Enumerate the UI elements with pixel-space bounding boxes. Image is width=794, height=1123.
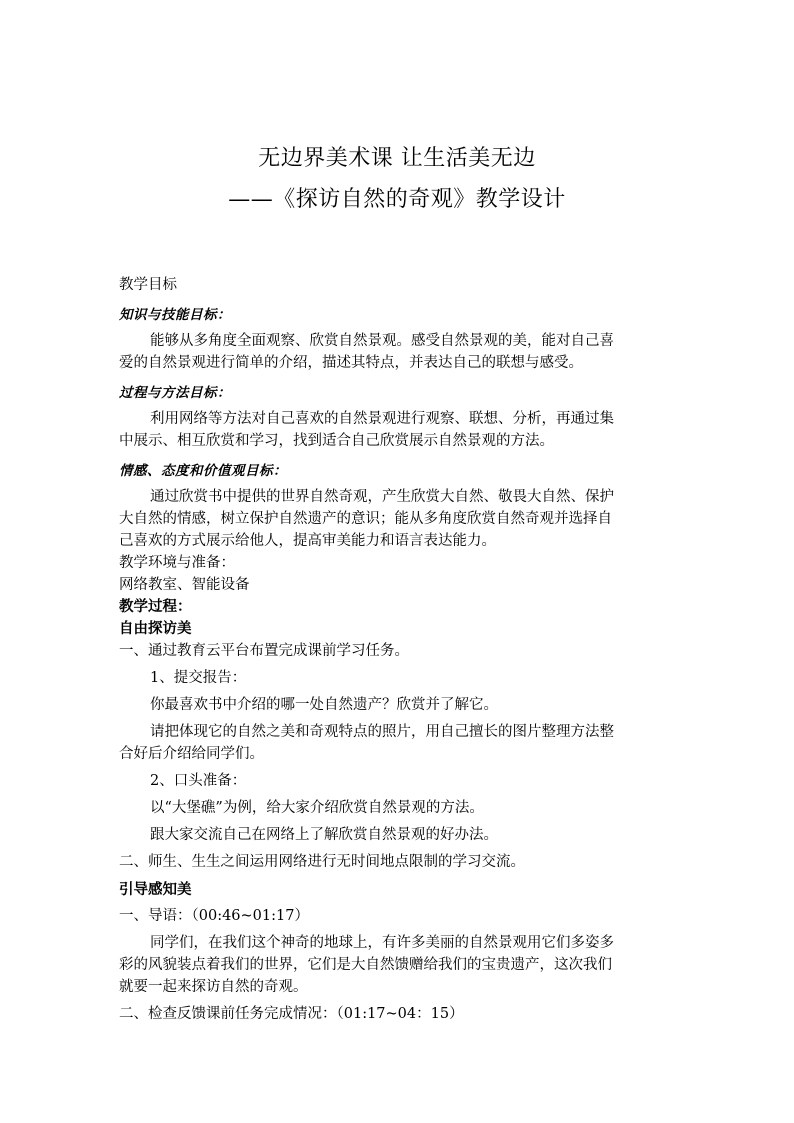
paragraph-line: 己喜欢的方式展示给他人，提高审美能力和语言表达能力。 — [119, 533, 496, 549]
document-title: 无边界美术课 让生活美无边 — [258, 146, 536, 171]
paragraph-line: 大自然的情感，树立保护自然遗产的意识；能从多角度欣赏自然奇观并选择自 — [119, 511, 612, 527]
section-title-free-explore: 自由探访美 — [119, 620, 192, 637]
sub-item-paragraph — [119, 721, 679, 765]
paragraph-line: 爱的自然景观进行简单的介绍，描述其特点，并表达自己的联想与感受。 — [119, 355, 583, 371]
document-subtitle: ——《探访自然的奇观》教学设计 — [228, 187, 566, 212]
knowledge-skill-heading: 知识与技能目标： — [119, 307, 231, 323]
list-item: 一、通过教育云平台布置完成课前学习任务。 — [119, 643, 409, 659]
process-method-paragraph — [119, 408, 679, 452]
sub-item-title: 1、提交报告： — [150, 670, 247, 686]
paragraph-line: 彩的风貌装点着我们的世界，它们是大自然馈赠给我们的宝贵遗产，这次我们 — [119, 957, 612, 973]
list-item: 一、导语：（00:46~01:17） — [119, 908, 309, 924]
process-method-heading: 过程与方法目标： — [119, 385, 231, 401]
paragraph-line: 利用网络等方法对自己喜欢的自然景观进行观察、联想、分析，再通过集 — [150, 411, 614, 427]
environment-text: 网络教室、智能设备 — [119, 577, 250, 593]
document-body — [119, 274, 679, 1025]
teaching-process-heading: 教学过程： — [119, 598, 192, 615]
intro-paragraph — [119, 932, 679, 998]
list-item: 二、师生、生生之间运用网络进行无时间地点限制的学习交流。 — [119, 854, 525, 870]
emotion-value-heading: 情感、态度和价值观目标： — [119, 463, 287, 479]
paragraph-line: 能够从多角度全面观察、欣赏自然景观。感受自然景观的美，能对自己喜 — [150, 333, 614, 349]
paragraph-line: 中展示、相互欣赏和学习，找到适合自己欣赏展示自然景观的方法。 — [119, 433, 554, 449]
paragraph-line: 通过欣赏书中提供的世界自然奇观，产生欣赏大自然、敬畏大自然、保护 — [150, 489, 614, 505]
knowledge-skill-paragraph — [119, 330, 679, 374]
environment-heading: 教学环境与准备： — [119, 555, 235, 571]
objectives-heading: 教学目标 — [119, 277, 177, 293]
sub-item-title: 2、口头准备： — [150, 773, 247, 789]
list-item: 二、检查反馈课前任务完成情况：（01:17~04：15） — [119, 1006, 464, 1022]
emotion-value-paragraph — [119, 486, 679, 552]
section-title-guide-perceive: 引导感知美 — [119, 881, 192, 898]
sub-item-text: 你最喜欢书中介绍的哪一处自然遗产？欣赏并了解它。 — [150, 697, 498, 713]
paragraph-line: 合好后介绍给同学们。 — [119, 746, 264, 762]
sub-item-text: 跟大家交流自己在网络上了解欣赏自然景观的好办法。 — [150, 827, 498, 843]
paragraph-line: 请把体现它的自然之美和奇观特点的照片，用自己擅长的图片整理方法整 — [150, 724, 614, 740]
paragraph-line: 就要一起来探访自然的奇观。 — [119, 979, 308, 995]
paragraph-line: 同学们，在我们这个神奇的地球上，有许多美丽的自然景观用它们多姿多 — [150, 935, 614, 951]
sub-item-text: 以“大堡礁”为例，给大家介绍欣赏自然景观的方法。 — [150, 800, 484, 816]
